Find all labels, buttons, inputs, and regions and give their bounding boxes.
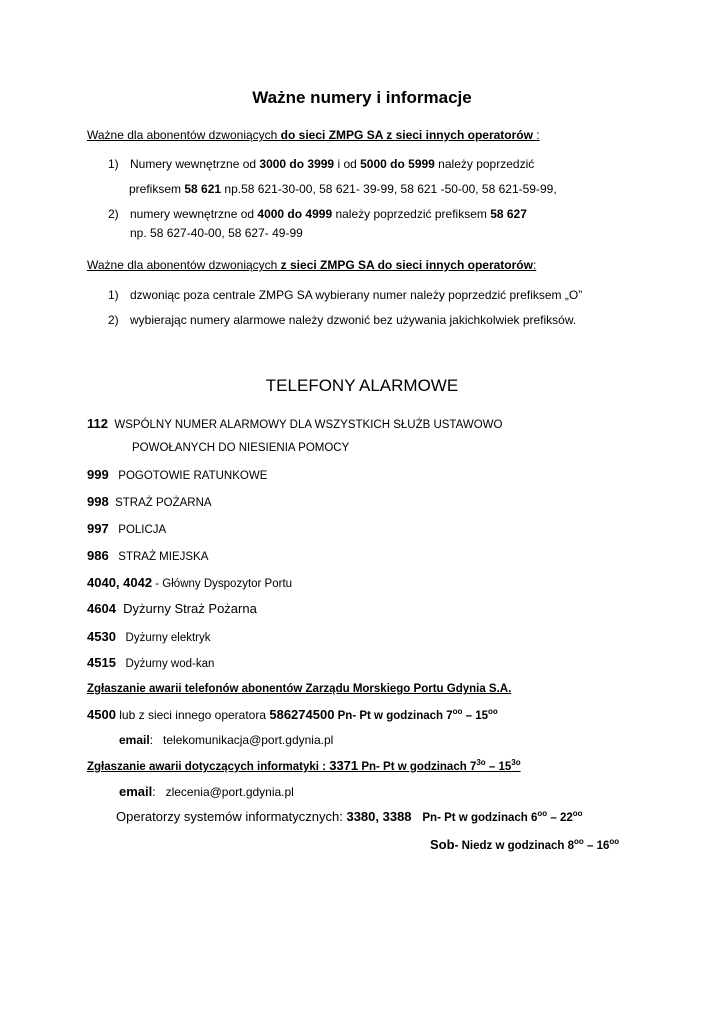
hours-sup: oo [572,809,583,818]
alarm-row [87,548,208,563]
alarm-label: POLICJA [118,524,167,536]
hours-text: Pn- Pt w godzinach 6 [422,812,538,824]
alarm-row [87,655,214,670]
list-number: 2) [108,313,119,327]
item-text: i od [334,157,361,171]
item-text: np.58 621-30-00, 58 621- 39-99, 58 621 -50-00, 58 621-59-99, [221,182,557,196]
item-text: wybierając numery alarmowe należy dzwonić bez używania jakichkolwiek prefiksów. [130,313,577,327]
alarm-row [87,467,267,482]
alarm-label: STRAŻ POŻARNA [115,497,212,509]
hours-text: Pn- Pt w godzinach 7 [358,761,477,773]
item-text: Numery wewnętrzne od [130,157,260,171]
alarm-number: 112 [87,416,108,431]
alarm-label: - Główny Dyspozytor Portu [155,578,293,590]
hours-sup: 3o [476,758,486,767]
weekend-hours [430,836,619,854]
intro-suffix: : [532,258,537,272]
operators-numbers: 3380, 3388 [346,809,412,824]
section1-item2-line2: np. 58 627-40-00, 58 627- 49-99 [130,226,303,240]
alarm-number: 4515 [87,655,116,670]
operators-hours [422,809,583,824]
alarm-label: Dyżurny wod-kan [125,658,215,670]
alarm-112-line2: POWOŁANYCH DO NIESIENIA POMOCY [132,442,350,454]
alarm-label: Dyżurny Straż Pożarna [123,601,257,616]
item-text: należy poprzedzić prefiksem [332,207,491,221]
item-text: dzwoniąc poza centrale ZMPG SA wybierany numer należy poprzedzić prefiksem „O” [130,288,583,302]
item-bold: 4000 do 4999 [257,207,333,221]
telecom-line [87,707,498,722]
telecom-number-2: 586274500 [269,707,335,722]
section1-item1-line2 [129,182,557,196]
hours-text: – 16 [583,840,610,852]
section2-item2 [108,313,576,327]
alarm-row [87,494,212,509]
alarm-number: 4530 [87,629,116,644]
hours-sup: oo [609,837,620,846]
alarm-number: 4604 [87,601,116,616]
section2-intro [87,258,536,272]
item-bold: 5000 do 5999 [360,157,435,171]
hours-sup: oo [537,809,548,818]
email-label: email [119,784,153,799]
alarm-number: 997 [87,521,109,536]
section1-item1 [108,157,534,171]
telecom-heading: Zgłaszanie awarii telefonów abonentów Zarządu Morskiego Portu Gdynia S.A. [87,683,512,695]
section1-intro [87,128,540,142]
hours-sup: oo [452,707,463,716]
intro-bold: z sieci ZMPG SA do sieci innych operatorów [280,258,533,272]
it-number: 3371 [329,758,359,773]
weekend-hours-text [454,837,620,852]
alarm-row [87,601,257,616]
item-text: należy poprzedzić [434,157,535,171]
intro-suffix: : [532,128,540,142]
hours-text: – 15 [462,710,488,722]
hours-text: Pn- Pt w godzinach 7 [334,710,453,722]
telecom-text: lub z sieci innego operatora [115,708,270,722]
item-bold: 58 621 [184,182,222,196]
alarm-label: STRAŻ MIEJSKA [118,551,209,563]
section2-item1 [108,288,582,302]
telecom-email: telekomunikacja@port.gdynia.pl [163,733,334,747]
telecom-hours [334,707,498,722]
email-label: email [119,733,150,747]
item-text: numery wewnętrzne od [130,207,258,221]
alarm-title: TELEFONY ALARMOWE [265,376,459,395]
alarm-row [87,629,211,644]
hours-text: - Niedz w godzinach 8 [454,840,575,852]
alarm-number: 4040, 4042 [87,575,153,590]
item-bold: 58 627 [490,207,527,221]
telecom-email-line: email: telekomunikacja@port.gdynia.pl [119,733,334,747]
alarm-label: WSPÓLNY NUMER ALARMOWY DLA WSZYSTKICH SŁUŻB USTAWOWO [114,419,503,431]
alarm-row [87,575,292,590]
it-heading-text: Zgłaszanie awarii dotyczących informatyki : [87,761,330,773]
hours-sup: oo [488,707,498,716]
weekend-label: Sob [430,837,455,852]
alarm-label: Dyżurny elektryk [125,632,211,644]
alarm-number: 998 [87,494,109,509]
alarm-number: 986 [87,548,109,563]
page-title: Ważne numery i informacje [252,88,472,107]
intro-text: Ważne dla abonentów dzwoniących [87,128,281,142]
hours-sup: 3o [511,758,521,767]
list-number: 2) [108,207,119,221]
alarm-row [87,416,502,431]
alarm-number: 999 [87,467,109,482]
hours-text: – 22 [547,812,573,824]
intro-text: Ważne dla abonentów dzwoniących [87,258,281,272]
alarm-row [87,521,166,536]
hours-text: – 15 [485,761,512,773]
intro-bold: do sieci ZMPG SA z sieci innych operatorów [280,128,533,142]
it-email-line: email: zlecenia@port.gdynia.pl [119,784,294,799]
hours-sup: oo [574,837,584,846]
it-heading [87,758,521,773]
operators-line [116,809,583,824]
item-bold: 3000 do 3999 [259,157,335,171]
section1-item2 [108,207,527,221]
list-number: 1) [108,157,119,171]
operators-text: Operatorzy systemów informatycznych: [116,809,347,824]
telecom-number: 4500 [87,707,116,722]
it-email: zlecenia@port.gdynia.pl [165,785,294,799]
alarm-label: POGOTOWIE RATUNKOWE [118,470,268,482]
item-text: prefiksem [129,182,185,196]
list-number: 1) [108,288,119,302]
